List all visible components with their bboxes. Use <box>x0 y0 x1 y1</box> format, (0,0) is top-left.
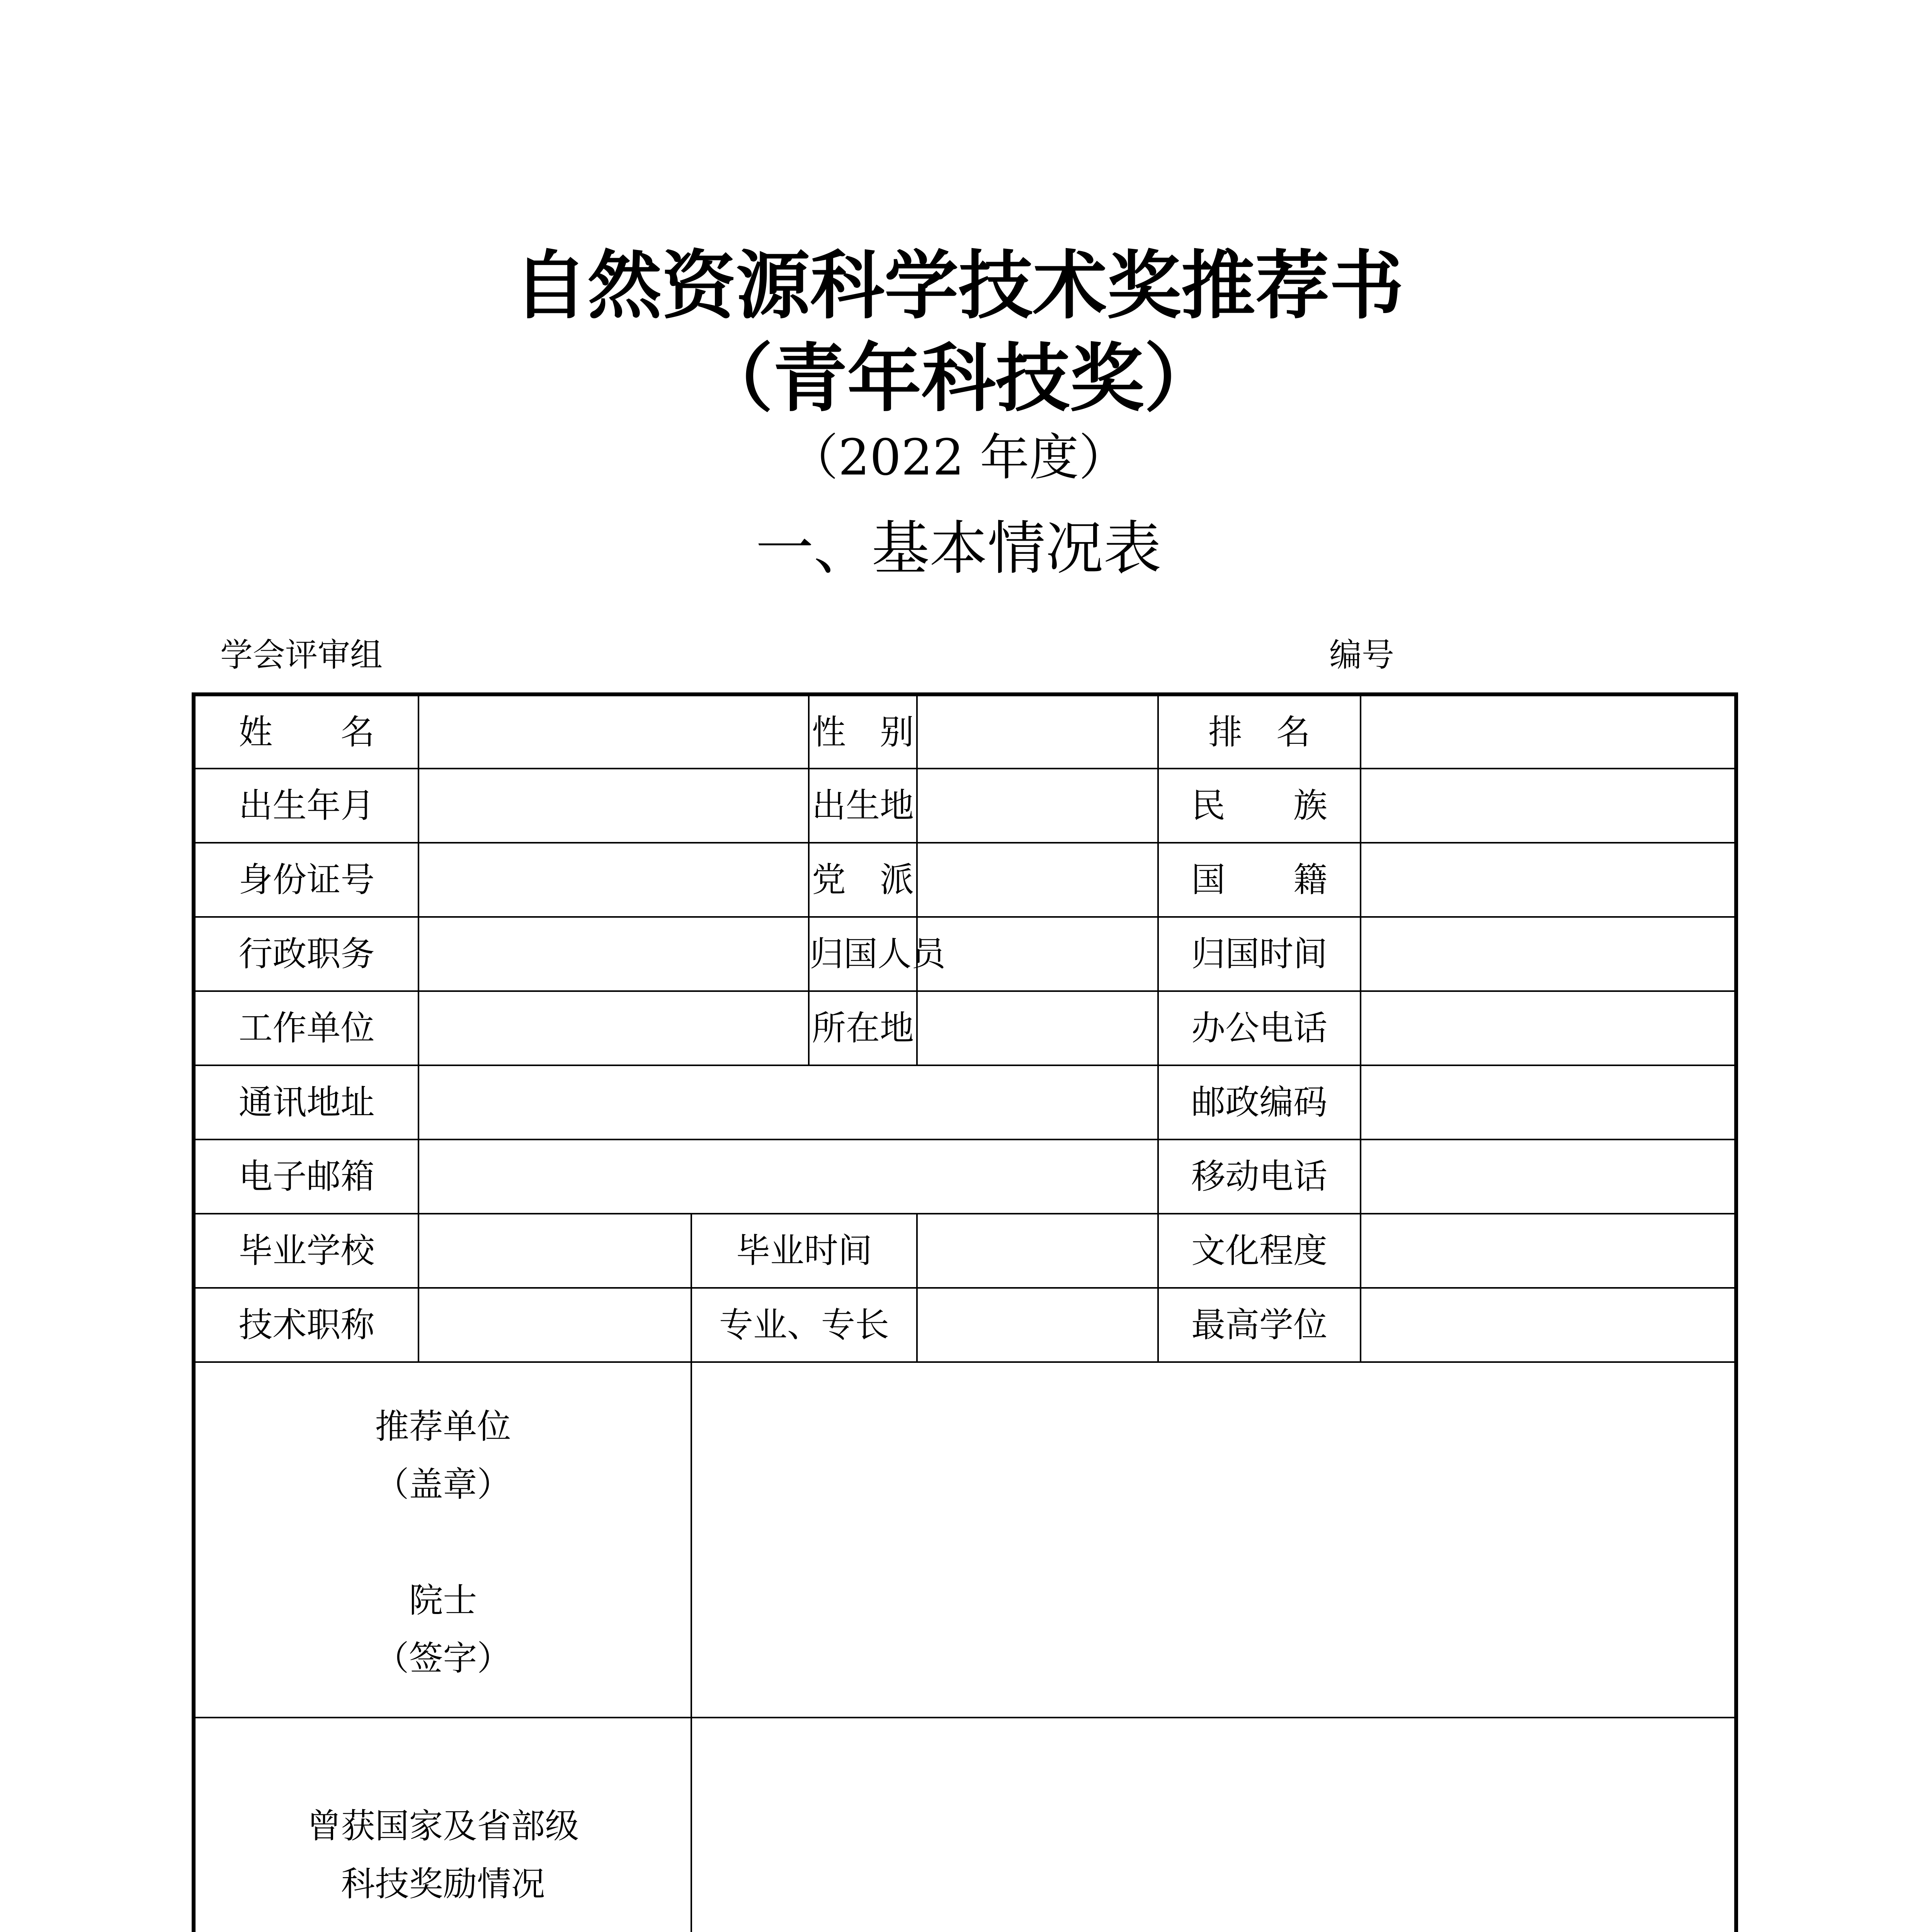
birthplace-field[interactable] <box>917 769 1158 843</box>
ethnicity-field[interactable] <box>1361 769 1736 843</box>
id-number-field[interactable] <box>418 843 809 917</box>
grad-time-label: 毕业时间 <box>691 1214 917 1288</box>
section-title: 一、基本情况表 <box>755 515 1162 582</box>
birth-date-label: 出生年月 <box>194 769 418 843</box>
school-field[interactable] <box>418 1214 691 1288</box>
specialty-label: 专业、专长 <box>691 1288 917 1362</box>
return-time-label: 归国时间 <box>1158 917 1361 991</box>
degree-label: 最高学位 <box>1158 1288 1361 1362</box>
location-field[interactable] <box>917 991 1158 1065</box>
mail-address-field[interactable] <box>418 1065 1158 1139</box>
work-unit-field[interactable] <box>418 991 809 1065</box>
admin-post-label: 行政职务 <box>194 917 418 991</box>
academician-label: 院士 <box>409 1580 477 1620</box>
education-label: 文化程度 <box>1158 1214 1361 1288</box>
id-number-label: 身份证号 <box>194 843 418 917</box>
email-field[interactable] <box>418 1139 1158 1214</box>
recommend-label-cell <box>194 1362 691 1718</box>
academician-sign-note: （签字） <box>375 1638 511 1678</box>
awards-field[interactable] <box>691 1718 1736 1932</box>
return-time-field[interactable] <box>1361 917 1736 991</box>
postal-code-field[interactable] <box>1361 1065 1736 1139</box>
office-phone-label: 办公电话 <box>1158 991 1361 1065</box>
awards-label-line2: 科技奖励情况 <box>341 1864 545 1904</box>
rank-label: 排 名 <box>1158 694 1361 769</box>
rank-field[interactable] <box>1361 694 1736 769</box>
email-label: 电子邮箱 <box>194 1139 418 1214</box>
awards-label-line1: 曾获国家及省部级 <box>307 1806 579 1846</box>
returnee-label: 归国人员 <box>809 917 917 991</box>
education-field[interactable] <box>1361 1214 1736 1288</box>
birthplace-label: 出生地 <box>809 769 917 843</box>
degree-field[interactable] <box>1361 1288 1736 1362</box>
review-group-label: 学会评审组 <box>220 636 383 674</box>
year-line: （2022 年度） <box>789 429 1128 486</box>
document-title: 自然资源科学技术奖推荐书 <box>513 242 1404 329</box>
admin-post-field[interactable] <box>418 917 809 991</box>
tech-title-field[interactable] <box>418 1288 691 1362</box>
mobile-field[interactable] <box>1361 1139 1736 1214</box>
document-subtitle: （青年科技奖） <box>699 335 1218 422</box>
recommend-field[interactable] <box>691 1362 1736 1718</box>
returnee-field[interactable] <box>917 917 1158 991</box>
tech-title-label: 技术职称 <box>194 1288 418 1362</box>
specialty-field[interactable] <box>917 1288 1158 1362</box>
nationality-label: 国 籍 <box>1158 843 1361 917</box>
gender-field[interactable] <box>917 694 1158 769</box>
party-label: 党 派 <box>809 843 917 917</box>
postal-code-label: 邮政编码 <box>1158 1065 1361 1139</box>
recommend-seal-note: （盖章） <box>375 1464 511 1504</box>
basic-info-table <box>192 692 1738 1932</box>
office-phone-field[interactable] <box>1361 991 1736 1065</box>
serial-number-label: 编号 <box>1329 636 1395 674</box>
mobile-label: 移动电话 <box>1158 1139 1361 1214</box>
work-unit-label: 工作单位 <box>194 991 418 1065</box>
name-label: 姓 名 <box>194 694 418 769</box>
gender-label: 性 别 <box>809 694 917 769</box>
nationality-field[interactable] <box>1361 843 1736 917</box>
party-field[interactable] <box>917 843 1158 917</box>
school-label: 毕业学校 <box>194 1214 418 1288</box>
location-label: 所在地 <box>809 991 917 1065</box>
mail-address-label: 通讯地址 <box>194 1065 418 1139</box>
awards-label-cell <box>194 1718 691 1932</box>
name-field[interactable] <box>418 694 809 769</box>
recommend-unit-label: 推荐单位 <box>375 1406 511 1446</box>
ethnicity-label: 民 族 <box>1158 769 1361 843</box>
grad-time-field[interactable] <box>917 1214 1158 1288</box>
birth-date-field[interactable] <box>418 769 809 843</box>
